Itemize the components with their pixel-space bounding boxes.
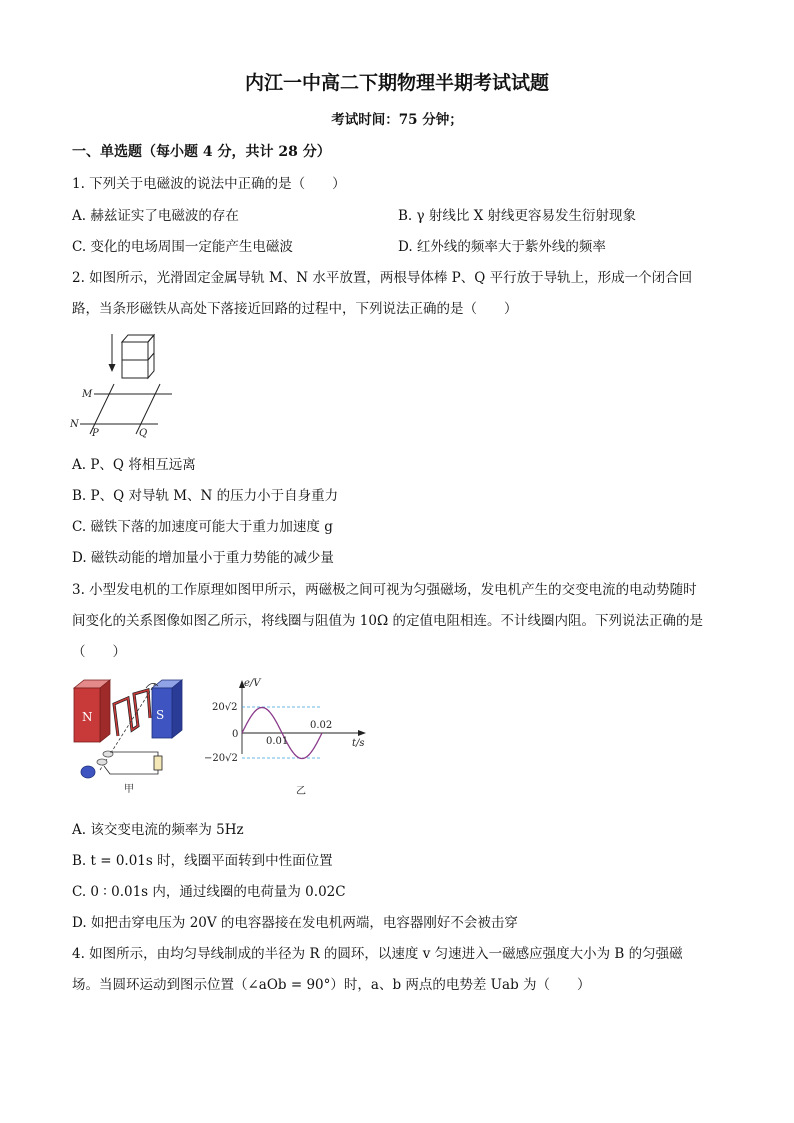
q3-figure-et-graph <box>196 674 376 798</box>
label-q: Q <box>139 428 148 439</box>
label-p: P <box>92 428 99 439</box>
coil <box>114 690 150 736</box>
y-axis-label: e/V <box>244 678 261 689</box>
q3-option-b: B. t = 0.01s 时，线圈平面转到中性面位置 <box>72 853 333 869</box>
q4-stem-line2: 场。当圆环运动到图示位置（∠aOb = 90°）时，a、b 两点的电势差 Uab 为（ ） <box>72 977 591 993</box>
q2-figure-rails-magnet <box>70 328 180 444</box>
q1-option-c: C. 变化的电场周围一定能产生电磁波 <box>72 239 293 255</box>
ytick-top: 20√2 <box>212 702 238 713</box>
label-n: N <box>70 419 79 430</box>
q3-option-a: A. 该交变电流的频率为 5Hz <box>72 822 244 838</box>
q3-option-c: C. 0 ∶ 0.01s 内，通过线圈的电荷量为 0.02C <box>72 884 346 900</box>
exam-time: 考试时间：75 分钟； <box>331 112 463 128</box>
q2-option-d: D. 磁铁动能的增加量小于重力势能的减少量 <box>72 550 334 566</box>
hand-crank <box>81 766 95 778</box>
pole-n-label: N <box>82 710 93 724</box>
fig-yi-caption: 乙 <box>296 786 306 797</box>
section-heading: 一、单选题（每小题 4 分，共计 28 分） <box>72 144 331 160</box>
q4-stem-line1: 4. 如图所示，由均匀导线制成的半径为 R 的圆环，以速度 v 匀速进入一磁感应强度大小为 B 的匀强磁 <box>72 946 683 962</box>
q1-option-d: D. 红外线的频率大于紫外线的频率 <box>398 239 606 255</box>
pole-s-label: S <box>156 708 165 722</box>
q2-option-b: B. P、Q 对导轨 M、N 的压力小于自身重力 <box>72 488 339 504</box>
q1-option-b: B. γ 射线比 X 射线更容易发生衍射现象 <box>398 208 637 224</box>
q2-stem-line2: 路，当条形磁铁从高处下落接近回路的过程中，下列说法正确的是（ ） <box>72 301 518 317</box>
q1-stem: 1. 下列关于电磁波的说法中正确的是（ ） <box>72 176 346 192</box>
ytick-zero: 0 <box>232 729 239 740</box>
q1-option-a: A. 赫兹证实了电磁波的存在 <box>72 208 239 224</box>
q3-figure-generator <box>72 674 192 796</box>
x-axis-label: t/s <box>352 738 365 749</box>
q2-option-c: C. 磁铁下落的加速度可能大于重力加速度 g <box>72 519 333 535</box>
xtick-0-02: 0.02 <box>310 720 333 731</box>
rod-q <box>136 384 160 434</box>
q3-stem-line2: 间变化的关系图像如图乙所示，将线圈与阻值为 10Ω 的定值电阻相连。不计线圈内阻。下列说法正确的是 <box>72 613 703 629</box>
rod-p <box>90 384 114 434</box>
q3-stem-line1: 3. 小型发电机的工作原理如图甲所示，两磁极之间可视为匀强磁场，发电机产生的交变电流的电动势随时 <box>72 582 697 598</box>
label-m: M <box>82 389 93 400</box>
q2-option-a: A. P、Q 将相互远离 <box>72 457 196 473</box>
fig-jia-caption: 甲 <box>124 784 134 795</box>
resistor <box>154 756 162 770</box>
page-title: 内江一中高二下期物理半期考试试题 <box>244 72 549 94</box>
xtick-0-01: 0.01 <box>266 736 289 747</box>
q3-option-d: D. 如把击穿电压为 20V 的电容器接在发电机两端，电容器刚好不会被击穿 <box>72 915 518 931</box>
q3-stem-line3: （ ） <box>72 644 126 660</box>
q2-stem-line1: 2. 如图所示，光滑固定金属导轨 M、N 水平放置，两根导体棒 P、Q 平行放于导轨上，形成一个闭合回 <box>72 270 693 286</box>
ytick-bottom: −20√2 <box>204 753 238 764</box>
